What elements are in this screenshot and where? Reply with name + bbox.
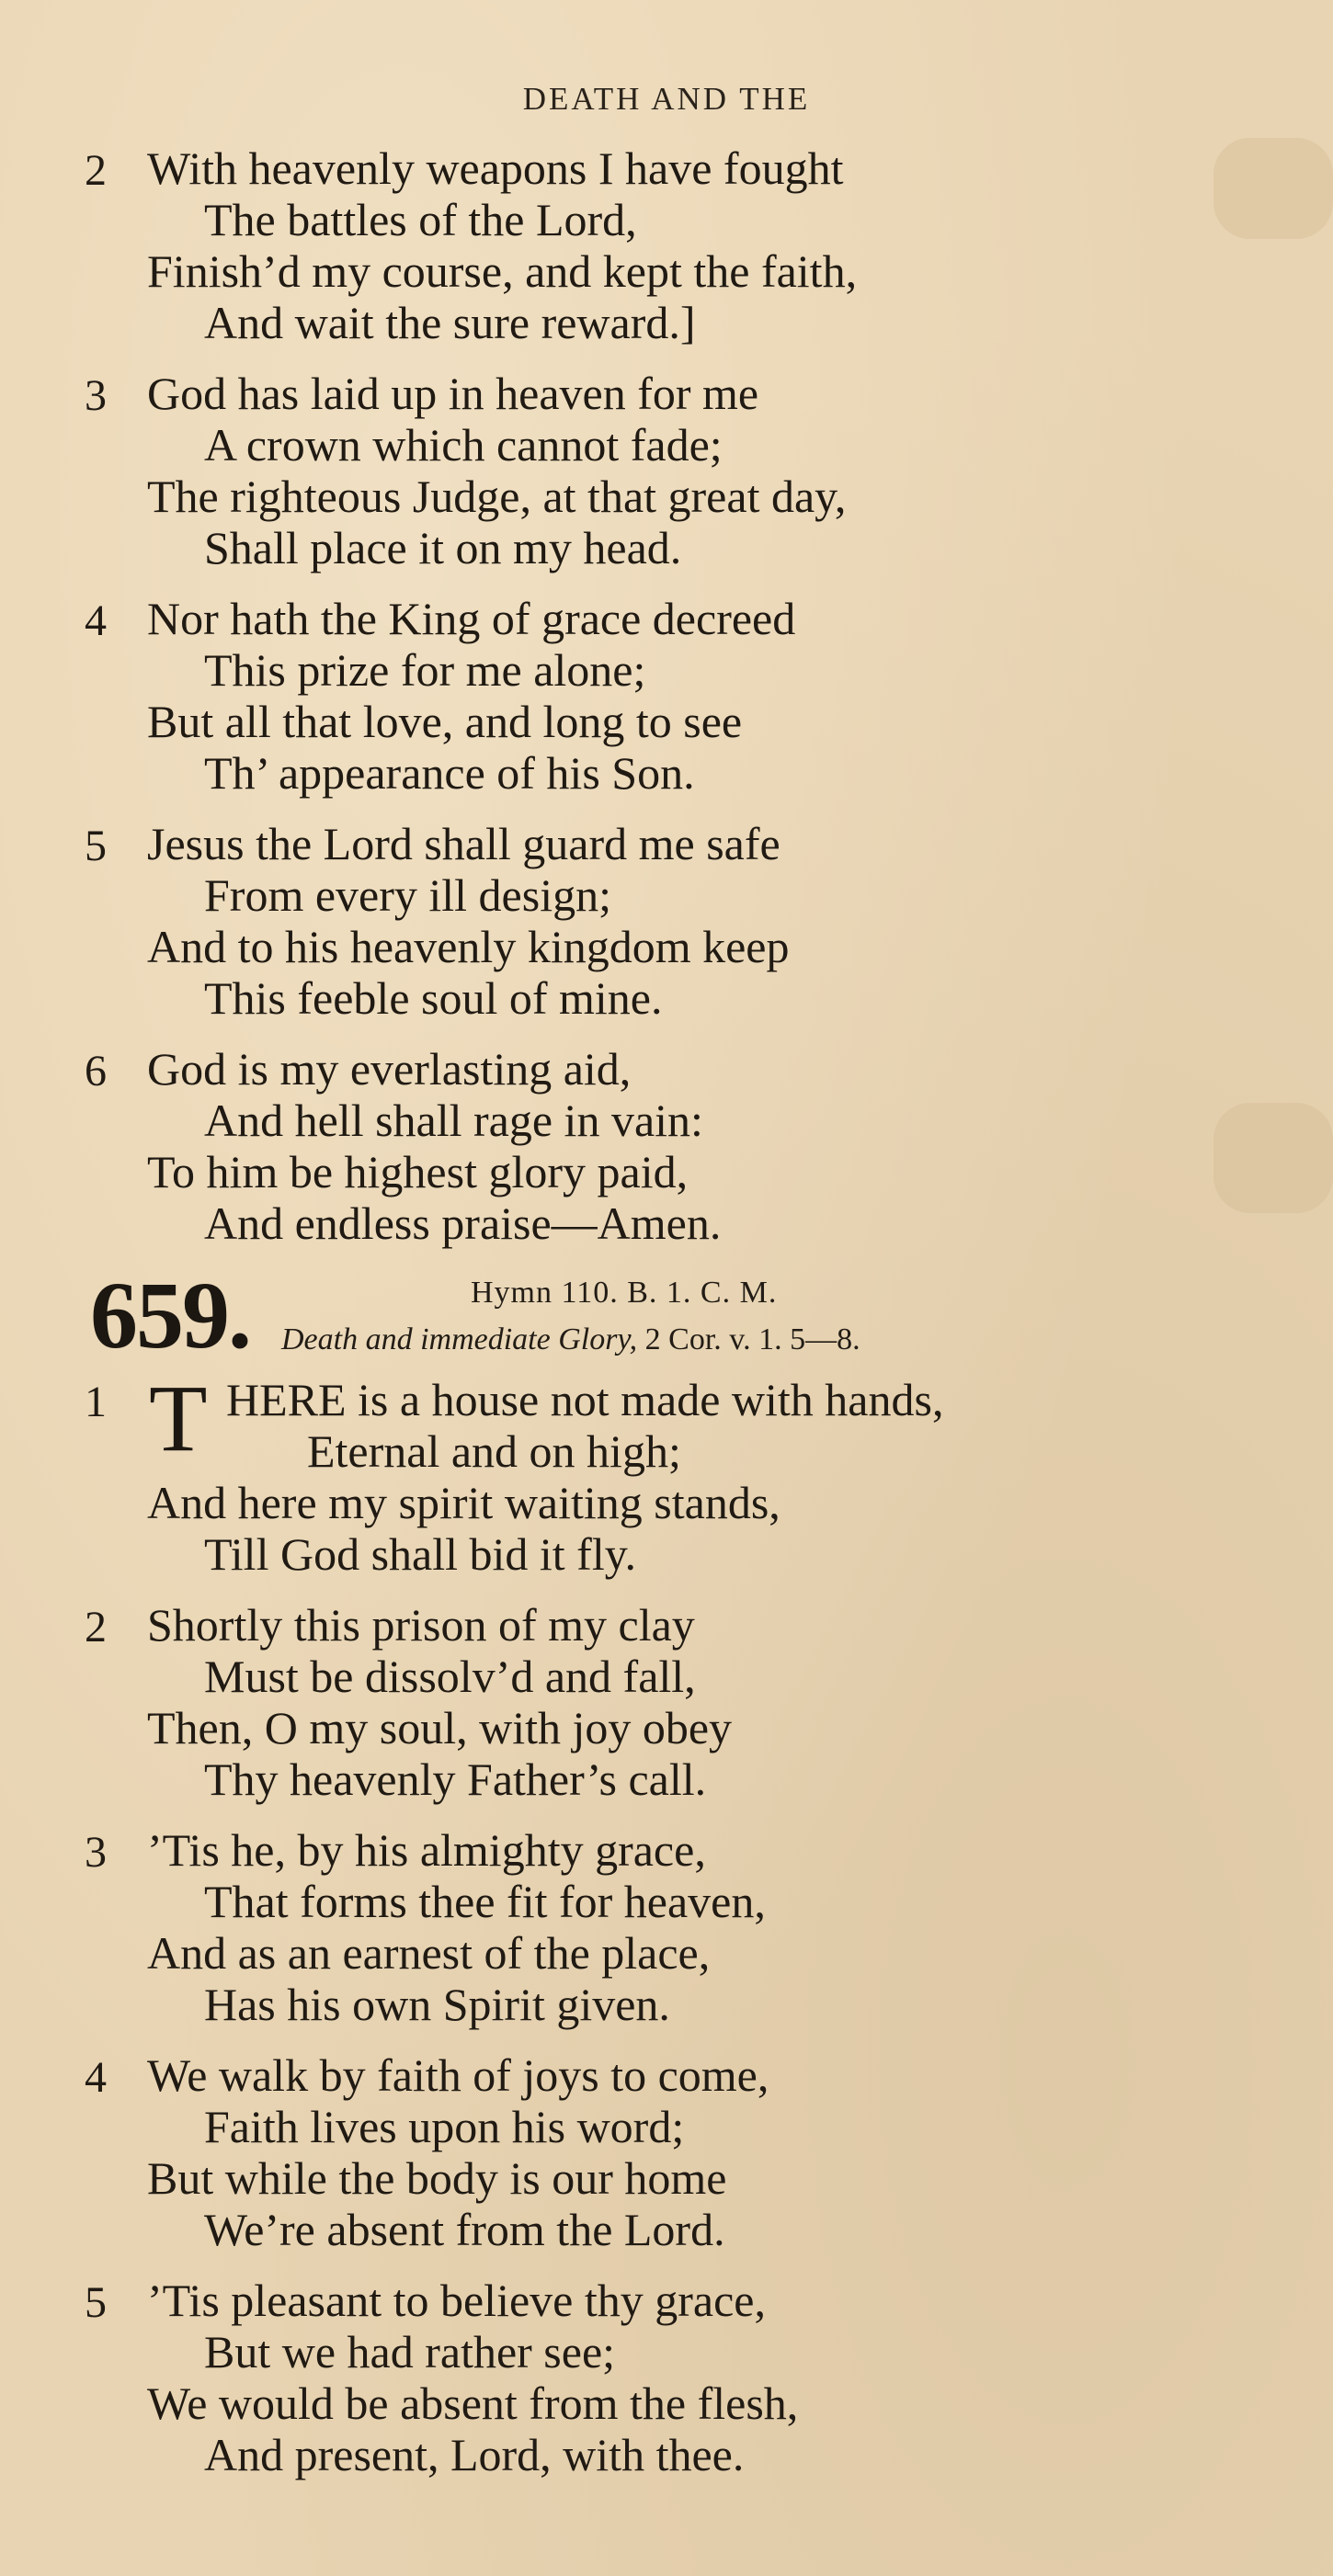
verse-line: Has his own Spirit given. xyxy=(204,1979,670,2030)
verse-line: Thy heavenly Father’s call. xyxy=(204,1753,707,1805)
verse-line: And wait the sure reward.] xyxy=(204,297,696,348)
hymn-number: 659. xyxy=(90,1263,250,1368)
drop-cap: T xyxy=(149,1366,208,1471)
verse-line: We walk by faith of joys to come, xyxy=(147,2049,769,2101)
verse-line: But we had rather see; xyxy=(204,2326,616,2377)
verse-number: 2 xyxy=(85,146,107,195)
verse-number: 4 xyxy=(85,596,107,645)
verse-line: Eternal and on high; xyxy=(307,1425,681,1477)
verse-line: HERE is a house not made with hands, xyxy=(226,1374,944,1425)
verse-line: Then, O my soul, with joy obey xyxy=(147,1702,733,1753)
verse-line: And to his heavenly kingdom keep xyxy=(147,921,790,972)
verse-line: ’Tis he, by his almighty grace, xyxy=(147,1824,706,1876)
verse-line: The battles of the Lord, xyxy=(204,194,637,245)
hymn-subject-title: Death and immediate Glory, xyxy=(281,1322,638,1356)
page-stain xyxy=(1213,138,1333,239)
verse-line: Faith lives upon his word; xyxy=(204,2101,685,2152)
running-head: DEATH AND THE xyxy=(522,81,811,117)
verse-line: Shall place it on my head. xyxy=(204,522,682,573)
verse-number: 3 xyxy=(85,1828,107,1877)
verse-line: Jesus the Lord shall guard me safe xyxy=(147,818,780,869)
verse-line: Till God shall bid it fly. xyxy=(204,1528,636,1580)
verse-line: This prize for me alone; xyxy=(204,644,646,696)
verse-line: That forms thee fit for heaven, xyxy=(204,1876,766,1927)
hymn-scripture-ref: 2 Cor. v. 1. 5—8. xyxy=(637,1322,860,1356)
verse-line: ’Tis pleasant to believe thy grace, xyxy=(147,2275,766,2326)
hymn-subject xyxy=(281,1322,860,1358)
verse-number: 2 xyxy=(85,1603,107,1651)
verse-line: Th’ appearance of his Son. xyxy=(204,747,695,799)
verse-line: God has laid up in heaven for me xyxy=(147,368,759,419)
verse-line: Finish’d my course, and kept the faith, xyxy=(147,245,858,297)
verse-line: God is my everlasting aid, xyxy=(147,1043,632,1095)
page-stain xyxy=(1213,1103,1333,1213)
verse-line: A crown which cannot fade; xyxy=(204,419,723,471)
verse-line: And hell shall rage in vain: xyxy=(204,1095,703,1146)
verse-number: 3 xyxy=(85,371,107,420)
verse-line: And as an earnest of the place, xyxy=(147,1927,711,1979)
verse-line: To him be highest glory paid, xyxy=(147,1146,689,1197)
verse-line: We’re absent from the Lord. xyxy=(204,2204,725,2255)
verse-line: But while the body is our home xyxy=(147,2152,727,2204)
verse-line: Must be dissolv’d and fall, xyxy=(204,1651,696,1702)
verse-line: Nor hath the King of grace decreed xyxy=(147,593,796,644)
verse-line: From every ill design; xyxy=(204,869,611,921)
verse-number: 4 xyxy=(85,2053,107,2102)
verse-line: We would be absent from the flesh, xyxy=(147,2377,799,2429)
verse-line: With heavenly weapons I have fought xyxy=(147,142,844,194)
verse-number: 5 xyxy=(85,2278,107,2327)
verse-line: And here my spirit waiting stands, xyxy=(147,1477,780,1528)
verse-line: And endless praise—Amen. xyxy=(204,1197,722,1249)
hymn-reference: Hymn 110. B. 1. C. M. xyxy=(471,1276,778,1310)
verse-line: Shortly this prison of my clay xyxy=(147,1599,695,1651)
verse-line: But all that love, and long to see xyxy=(147,696,743,747)
verse-number: 5 xyxy=(85,822,107,870)
verse-number: 6 xyxy=(85,1047,107,1095)
verse-line: The righteous Judge, at that great day, xyxy=(147,471,847,522)
verse-line: And present, Lord, with thee. xyxy=(204,2429,745,2480)
verse-number: 1 xyxy=(85,1378,107,1426)
verse-line: This feeble soul of mine. xyxy=(204,972,663,1024)
